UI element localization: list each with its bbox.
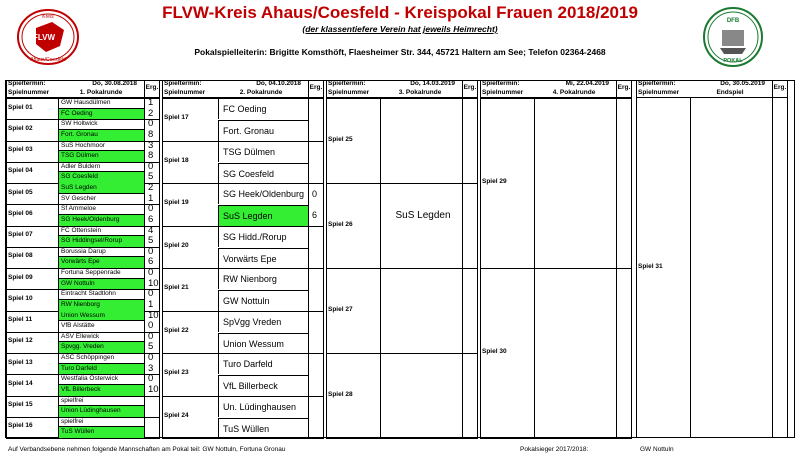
- erg-header-box: [772, 80, 788, 98]
- champion-label: Pokalsieger 2017/2018:: [520, 446, 589, 453]
- team-name: Vorwärts Epe: [58, 257, 144, 268]
- team-score: 4: [148, 224, 154, 236]
- team-score: 8: [148, 128, 154, 140]
- team-score: 6: [148, 213, 154, 225]
- svg-text:DFB: DFB: [726, 18, 740, 24]
- team-name: TSG Dülmen: [58, 151, 144, 162]
- team-name: Spvgg. Vreden: [58, 342, 144, 353]
- team-score: 5: [148, 341, 154, 353]
- team-name: spielfrei: [58, 417, 144, 428]
- team-score: [308, 99, 324, 119]
- erg-label: Erg.: [145, 84, 159, 91]
- spiel-label: Spiel 27: [328, 305, 353, 313]
- team-name: VfL Billerbeck: [58, 385, 144, 396]
- team-score: 10: [148, 277, 159, 289]
- team-score: 2: [148, 107, 154, 119]
- erg-label: Erg.: [463, 84, 477, 91]
- spieltermin-label: Spieltermin:: [328, 80, 366, 87]
- round-header-box: [480, 80, 632, 98]
- team-score: [308, 375, 324, 395]
- team-name: Westfalia Osterwick: [58, 374, 144, 385]
- erg-column: [772, 98, 788, 438]
- spiel-label: Spiel 01: [8, 103, 33, 111]
- team-score: 0: [148, 245, 154, 257]
- svg-text:POKAL: POKAL: [723, 58, 743, 64]
- erg-header-box: [616, 80, 632, 98]
- spiel-label: Spiel 20: [164, 241, 189, 249]
- team-score: 1: [148, 298, 154, 310]
- team-name: GW Nottuln: [58, 279, 144, 290]
- team-score: 0: [312, 189, 318, 199]
- spiel-label: Spiel 13: [8, 358, 33, 366]
- spiel-label: Spiel 23: [164, 369, 189, 377]
- round-name: 2. Pokalrunde: [239, 89, 283, 96]
- spiel-label: Spiel 09: [8, 273, 33, 281]
- team-name: SpVgg Vreden: [218, 312, 308, 332]
- team-name: FC Oeding: [218, 99, 308, 119]
- spiel-label: Spiel 24: [164, 411, 189, 419]
- team-name: ASV Ellewick: [58, 332, 144, 343]
- spieltermin-label: Spieltermin:: [164, 80, 202, 87]
- team-score: [308, 397, 324, 417]
- spiel-label: Spiel 07: [8, 231, 33, 239]
- page-title: FLVW-Kreis Ahaus/Coesfeld - Kreispokal Frauen 2018/2019: [162, 3, 638, 22]
- spiel-label: Spiel 30: [482, 348, 507, 355]
- team-name: GW Nottuln: [218, 290, 308, 310]
- team-score: 6: [312, 210, 318, 221]
- team-score: [308, 290, 324, 310]
- spielnummer-label: Spielnummer: [482, 89, 524, 96]
- erg-label: Erg.: [617, 84, 631, 91]
- team-name: VfL Billerbeck: [218, 375, 308, 395]
- team-score: [308, 312, 324, 332]
- pokal-leader-info: Pokalspielleiterin: Brigitte Komsthöft, Flaesheimer Str. 344, 45721 Haltern am See; Telefon 02364-2468: [194, 47, 606, 57]
- team-score: 1: [148, 192, 154, 204]
- team-name: Union Wessum: [58, 311, 144, 322]
- spiel-label: Spiel 18: [164, 156, 189, 164]
- team-name: [380, 380, 462, 394]
- team-name: SuS Legden: [218, 205, 308, 225]
- spieltermin-label: Spieltermin:: [8, 80, 46, 87]
- erg-header-box: [144, 80, 160, 98]
- spiel-label: Spiel 16: [8, 422, 33, 430]
- team-score: [144, 417, 160, 428]
- spiel-label: Spiel 03: [8, 146, 33, 154]
- spiel-label: Spiel 05: [8, 188, 33, 196]
- round-header-box: [162, 80, 324, 98]
- team-score: [308, 248, 324, 268]
- erg-header-box: [462, 80, 478, 98]
- team-score: 5: [148, 171, 154, 183]
- spielnummer-label: Spielnummer: [8, 89, 50, 96]
- erg-label: Erg.: [773, 84, 787, 91]
- team-name: Sf Ammeloe: [58, 204, 144, 215]
- round-date: Do, 04.10.2018: [256, 80, 301, 87]
- team-name: Vorwärts Epe: [218, 248, 308, 268]
- svg-text:FLVW: FLVW: [32, 33, 56, 42]
- team-name: SG Heek/Oldenburg: [58, 215, 144, 226]
- team-score: [308, 333, 324, 353]
- round-header-box: [6, 80, 160, 98]
- team-name: VfB Alstätte: [58, 321, 144, 332]
- team-score: 0: [148, 118, 154, 130]
- spiel-label: Spiel 02: [8, 124, 33, 132]
- erg-label: Erg.: [309, 84, 323, 91]
- spiel-label: Spiel 10: [8, 294, 33, 302]
- team-score: 0: [148, 373, 154, 385]
- spiel-label: Spiel 06: [8, 209, 33, 217]
- team-name: TuS Wüllen: [58, 427, 144, 438]
- team-score: 5: [148, 235, 154, 247]
- team-name: RW Nienborg: [58, 300, 144, 311]
- match-name-box: [380, 353, 462, 439]
- team-name: Eintracht Stadtlohn: [58, 289, 144, 300]
- team-score: 0: [148, 160, 154, 172]
- team-name: SW Holtwick: [58, 119, 144, 130]
- team-name: SG Heek/Oldenburg: [218, 184, 308, 204]
- spiel-label: Spiel 26: [328, 220, 353, 228]
- round-date: Mi, 22.04.2019: [565, 80, 609, 87]
- team-name: Union Wessum: [218, 333, 308, 353]
- spiel-label: Spiel 28: [328, 390, 353, 398]
- round-name: 3. Pokalrunde: [398, 89, 442, 96]
- spiel-label: Spiel 17: [164, 114, 189, 122]
- team-name: FC Oeding: [58, 109, 144, 120]
- team-score: [308, 418, 324, 438]
- team-score: 0: [148, 330, 154, 342]
- round-name: 4. Pokalrunde: [552, 89, 596, 96]
- footer-note: Auf Verbandsebene nehmen folgende Mannschaften am Pokal teil: GW Nottuln, Fortuna Gronau: [8, 446, 286, 453]
- team-score: 10: [148, 383, 159, 395]
- team-score: 2: [148, 182, 154, 193]
- spiel-label: Spiel 29: [482, 178, 507, 185]
- round-date: Do, 14.03.2019: [410, 80, 455, 87]
- team-name: SG Hiddingsel/Rorup: [58, 236, 144, 247]
- team-name: Fortuna Seppenrade: [58, 268, 144, 279]
- team-name: SuS Hochmoor: [58, 141, 144, 152]
- round-header-box: [636, 80, 788, 98]
- team-name: Union Lüdinghausen: [58, 406, 144, 417]
- page-subtitle: (der klassentiefere Verein hat jeweils Heimrecht): [302, 24, 498, 34]
- match-name-box: [380, 98, 462, 184]
- team-name: FC Ottenstein: [58, 226, 144, 237]
- spiel-label: Spiel 04: [8, 167, 33, 175]
- team-name: TuS Wüllen: [218, 418, 308, 438]
- round-name: 1. Pokalrunde: [79, 89, 123, 96]
- team-score: 0: [148, 203, 154, 215]
- team-score: [144, 427, 160, 438]
- match-name-box: [690, 98, 772, 438]
- spiel-label: Spiel 25: [328, 135, 353, 143]
- champion-name: GW Nottuln: [640, 446, 674, 453]
- team-score: [308, 269, 324, 289]
- team-score: 1: [148, 97, 154, 108]
- team-score: [308, 163, 324, 183]
- spiel-label: Spiel 14: [8, 379, 33, 387]
- team-name: SG Coesfeld: [218, 163, 308, 183]
- erg-header-box: [308, 80, 324, 98]
- team-name: [380, 125, 462, 139]
- team-name: Borussia Darup: [58, 247, 144, 258]
- team-score: 10: [148, 309, 159, 321]
- team-score: 8: [148, 150, 154, 162]
- team-name: Turo Darfeld: [58, 364, 144, 375]
- match-name-box: [380, 268, 462, 354]
- spiel-label: Spiel 12: [8, 337, 33, 345]
- team-score: [308, 227, 324, 247]
- team-score: [308, 142, 324, 162]
- team-score: 6: [148, 256, 154, 268]
- spiel-label: Spiel 31: [638, 263, 663, 270]
- spiel-label: Spiel 22: [164, 326, 189, 334]
- team-name: Adler Buldern: [58, 162, 144, 173]
- team-score: 3: [148, 362, 154, 374]
- round-name: Endspiel: [716, 89, 744, 96]
- spiel-label: Spiel 21: [164, 284, 189, 292]
- round-date: Do, 30.08.2018: [92, 80, 137, 87]
- match-name-box: [534, 268, 616, 439]
- spiel-label: Spiel 08: [8, 252, 33, 260]
- team-score: 0: [148, 320, 154, 332]
- team-name: RW Nienborg: [218, 269, 308, 289]
- team-name: SG Coesfeld: [58, 172, 144, 183]
- team-name: Fort. Gronau: [58, 130, 144, 141]
- match-name-box: [534, 98, 616, 269]
- team-score: 0: [148, 267, 154, 278]
- spiel-label: Spiel 19: [164, 199, 189, 207]
- spieltermin-label: Spieltermin:: [482, 80, 520, 87]
- spielnummer-label: Spielnummer: [328, 89, 370, 96]
- team-score: [144, 396, 160, 407]
- round-header-box: [326, 80, 478, 98]
- spieltermin-label: Spieltermin:: [638, 80, 676, 87]
- team-name: SuS Legden: [58, 183, 144, 194]
- team-name: TSG Dülmen: [218, 142, 308, 162]
- team-name: Turo Darfeld: [218, 354, 308, 374]
- spielnummer-label: Spielnummer: [164, 89, 206, 96]
- match-name-box: [380, 183, 462, 269]
- team-score: 3: [148, 139, 154, 151]
- team-name: GW Hausdülmen: [58, 98, 144, 109]
- spielnummer-label: Spielnummer: [638, 89, 680, 96]
- spiel-label: Spiel 15: [8, 401, 33, 409]
- team-name: ASC Schöppingen: [58, 353, 144, 364]
- team-score: 0: [148, 352, 154, 363]
- team-score: [144, 406, 160, 417]
- round-date: Do, 30.05.2019: [720, 80, 765, 87]
- team-name: SV Gescher: [58, 194, 144, 205]
- spiel-label: Spiel 11: [8, 316, 33, 324]
- team-name: Un. Lüdinghausen: [218, 397, 308, 417]
- team-score: [308, 354, 324, 374]
- svg-text:Ahaus/Coesfeld: Ahaus/Coesfeld: [30, 57, 66, 63]
- svg-text:Kreis: Kreis: [42, 14, 54, 20]
- team-name: Fort. Gronau: [218, 120, 308, 140]
- team-score: [308, 120, 324, 140]
- team-score: 0: [148, 288, 154, 300]
- team-name: spielfrei: [58, 396, 144, 407]
- team-name: SuS Legden: [395, 209, 451, 221]
- team-name: SG Hidd./Rorup: [218, 227, 308, 247]
- team-name: [380, 295, 462, 309]
